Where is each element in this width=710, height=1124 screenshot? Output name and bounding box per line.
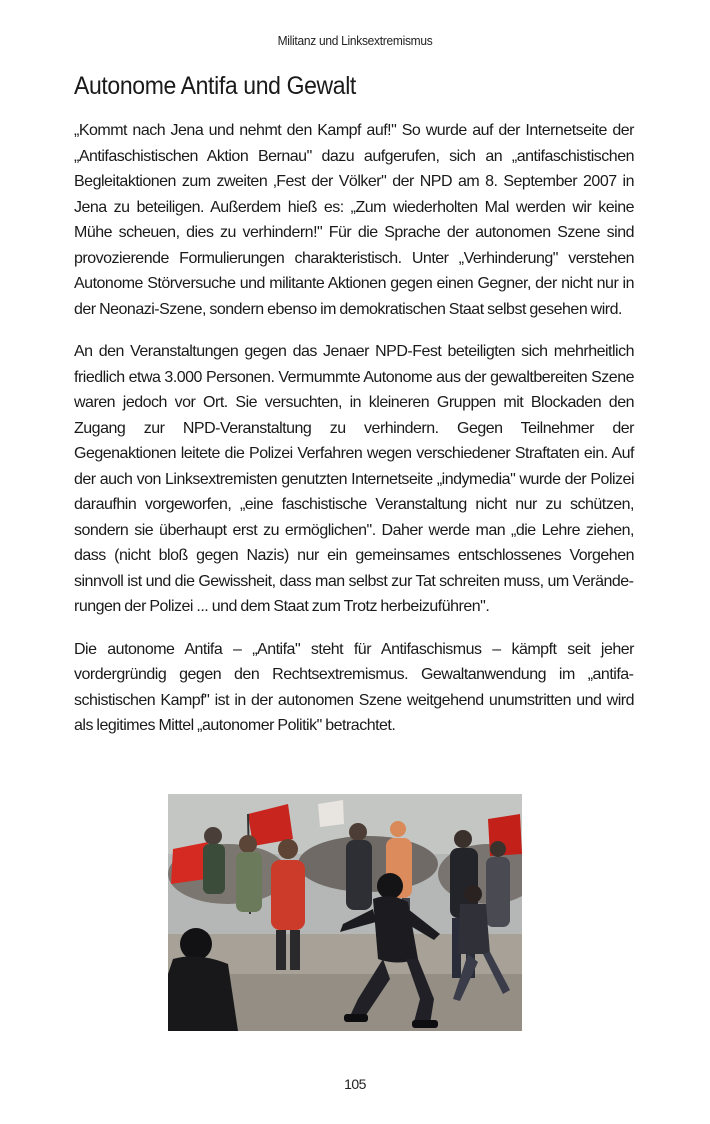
- paragraph-1: „Kommt nach Jena und nehmt den Kampf auf!" So wurde auf der Internetseite der „Antifaschistischen Aktion Bernau" dazu aufgerufen, sich an „antifaschistischen Begleitaktionen zum zweiten ‚Fest der Völker" der NPD am 8. September 2007 in Jena zu beteiligen. Außerdem hieß es: „Zum wiederholten Mal werden wir keine Mühe scheuen, dies zu verhindern!" Für die Sprache der autonomen Szene sind provozierende Formulierungen charakteristisch. Unter „Verhinderung" verstehen Autonome Störversuche und militante Aktionen gegen einen Gegner, der nicht nur in der Neonazi-Szene, sondern ebenso im demokratischen Staat selbst gesehen wird.: [74, 122, 634, 318]
- protest-photo: [168, 794, 522, 1031]
- page-number: 105: [344, 1076, 366, 1092]
- paragraph-3: Die autonome Antifa – „Antifa" steht für Antifaschismus – kämpft seit jeher vordergründig gegen den Rechtsextremismus. Gewaltanwendung im „antifaschistischen Kampf" ist in der autonomen Szene weitgehend unumstritten und wird als legitimes Mittel „autonomer Politik" betrachtet.: [74, 640, 634, 734]
- running-header: Militanz und Linksextremismus: [277, 33, 433, 48]
- paragraph-2: An den Veranstaltungen gegen das Jenaer NPD-Fest beteiligten sich mehrheitlich friedlich etwa 3.000 Personen. Vermummte Autonome aus der gewaltbereiten Szene waren jedoch vor Ort. Sie versuchten, in kleineren Gruppen mit Blockaden den Zugang zur NPD-Veranstaltung zu verhindern. Gegen Teilnehmer der Gegenaktionen leitete die Polizei Verfahren wegen verschiedener Straftaten ein. Auf der auch von Linksextremisten genutzten Internetseite „indymedia" wurde der Polizei daraufhin vorgeworfen, „eine faschistische Veranstaltung nicht nur zu schützen, sondern sie überhaupt erst zu ermöglichen". Daher werde man „die Lehre ziehen, dass (nicht bloß gegen Nazis) nur ein gemeinsames entschlossenes Vorgehen sinnvoll ist und die Gewissheit, dass man selbst zur Tat schreiten muss, um Veränderungen der Polizei ... und dem Staat zum Trotz herbeizuführen".: [74, 343, 634, 615]
- protest-photo-icon: [168, 794, 522, 1031]
- article-body: [74, 118, 634, 756]
- page-title: Autonome Antifa und Gewalt: [74, 72, 356, 100]
